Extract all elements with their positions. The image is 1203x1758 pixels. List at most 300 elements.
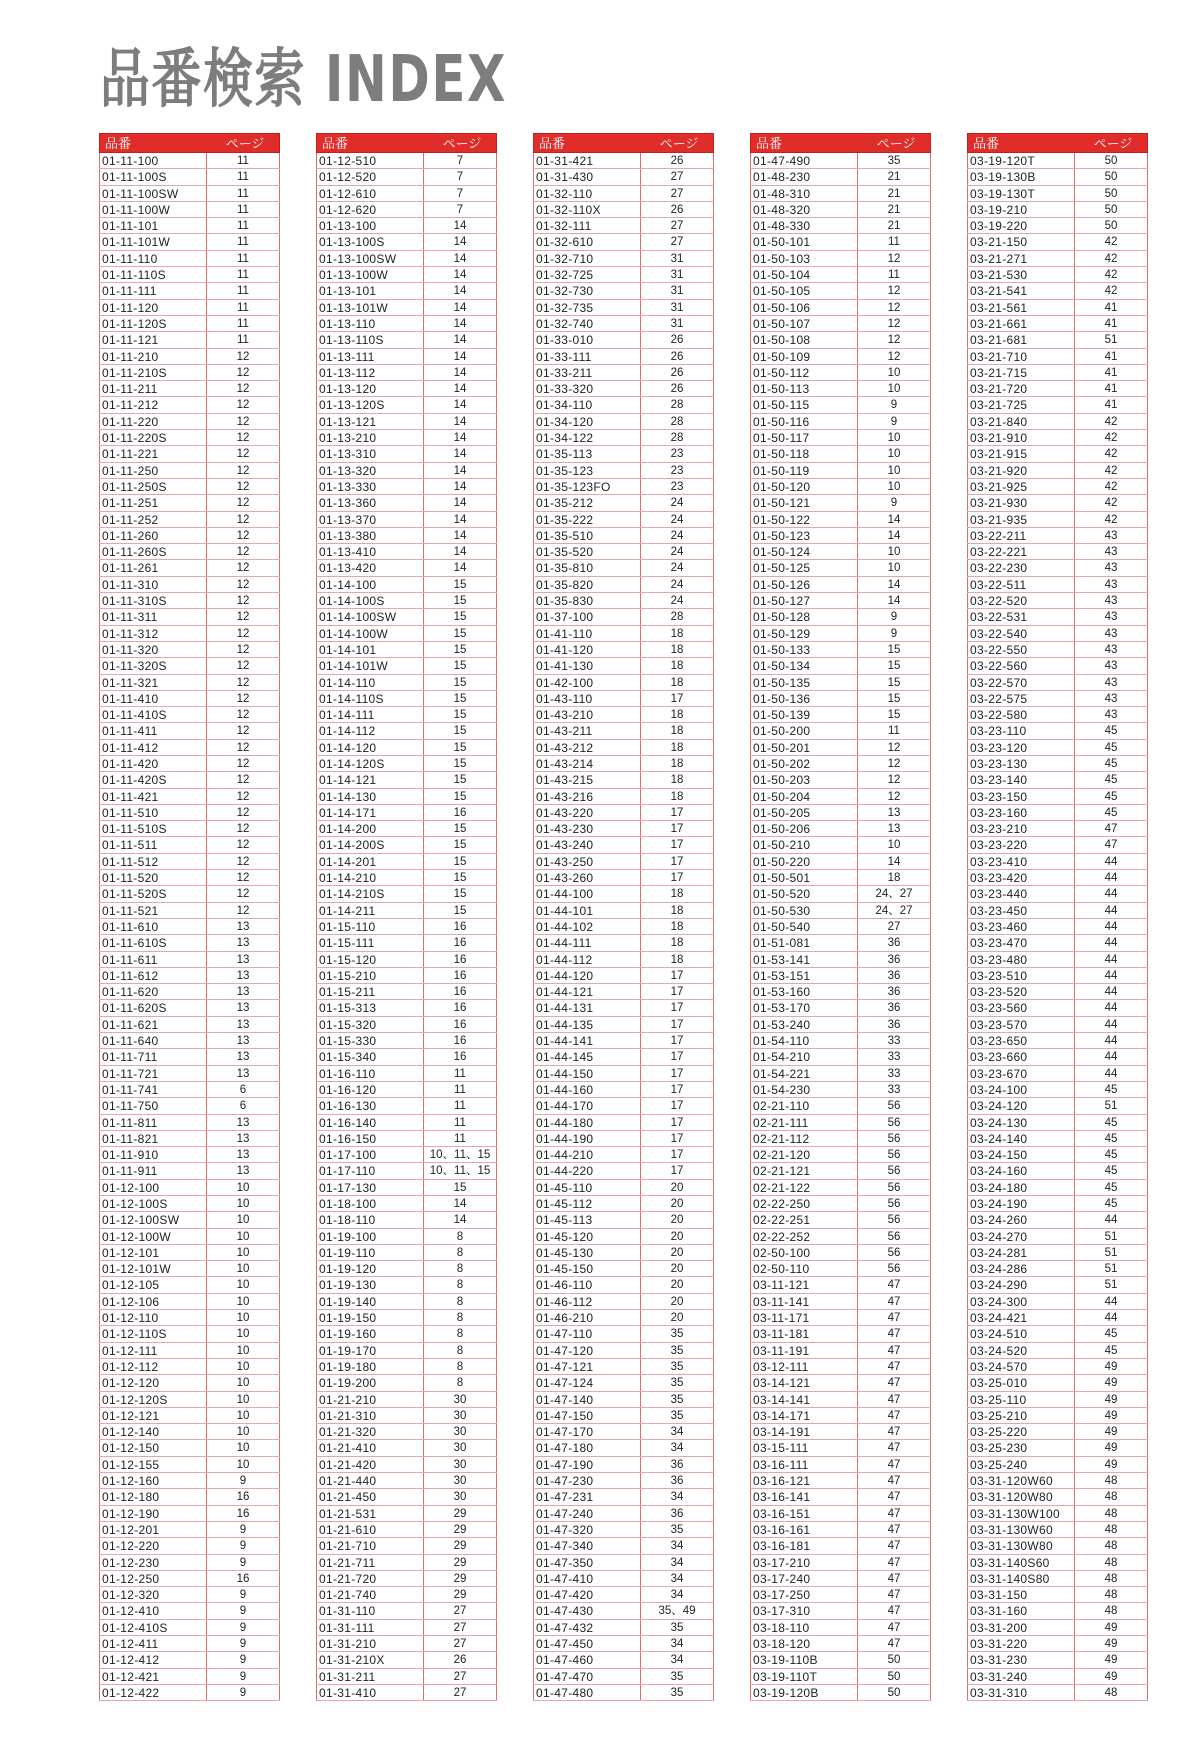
part-number: 01-11-312 — [99, 626, 206, 641]
part-number: 01-13-101 — [316, 283, 423, 298]
table-row — [316, 903, 497, 919]
table-row — [533, 479, 714, 495]
part-number: 03-16-141 — [750, 1489, 857, 1504]
table-row — [750, 1180, 931, 1196]
table-row — [967, 300, 1148, 316]
table-row — [750, 952, 931, 968]
table-row — [99, 1180, 280, 1196]
table-row — [99, 218, 280, 234]
page-number: 26 — [640, 365, 714, 380]
table-row — [533, 1229, 714, 1245]
table-row — [533, 886, 714, 902]
part-number: 03-31-120W80 — [967, 1489, 1074, 1504]
table-row — [99, 642, 280, 658]
part-number: 01-11-211 — [99, 381, 206, 396]
part-number: 01-44-131 — [533, 1000, 640, 1015]
part-number: 03-21-935 — [967, 512, 1074, 527]
table-row — [750, 1685, 931, 1701]
page-number: 47 — [857, 1603, 931, 1618]
part-number: 01-47-110 — [533, 1326, 640, 1341]
part-number: 01-11-510 — [99, 805, 206, 820]
page-number: 12 — [206, 691, 280, 706]
page-number: 43 — [1074, 626, 1148, 641]
table-row — [967, 837, 1148, 853]
table-row — [750, 675, 931, 691]
table-row — [967, 316, 1148, 332]
part-number: 02-21-122 — [750, 1180, 857, 1195]
page-number: 12 — [206, 789, 280, 804]
page-number: 18 — [640, 658, 714, 673]
table-row — [750, 1131, 931, 1147]
page-number: 44 — [1074, 1294, 1148, 1309]
page-number: 15 — [423, 837, 497, 852]
part-number: 01-11-611 — [99, 952, 206, 967]
table-row — [967, 1212, 1148, 1228]
part-number: 01-46-112 — [533, 1294, 640, 1309]
part-number: 01-50-133 — [750, 642, 857, 657]
part-number: 02-22-252 — [750, 1229, 857, 1244]
table-row — [967, 658, 1148, 674]
table-row — [533, 854, 714, 870]
part-number: 01-50-136 — [750, 691, 857, 706]
page-number: 27 — [423, 1603, 497, 1618]
table-row — [99, 821, 280, 837]
page-number: 20 — [640, 1310, 714, 1325]
part-number: 01-44-135 — [533, 1017, 640, 1032]
table-row — [316, 414, 497, 430]
table-row — [533, 1131, 714, 1147]
page-number: 12 — [206, 560, 280, 575]
page-header: ページ — [442, 136, 482, 151]
table-row — [99, 1082, 280, 1098]
page-number: 10 — [206, 1261, 280, 1276]
page-number: 41 — [1074, 300, 1148, 315]
part-number: 03-23-440 — [967, 886, 1074, 901]
part-number: 03-21-925 — [967, 479, 1074, 494]
table-row — [967, 202, 1148, 218]
table-row — [99, 756, 280, 772]
table-row — [750, 234, 931, 250]
table-row — [533, 1294, 714, 1310]
page-number: 10 — [206, 1294, 280, 1309]
page-number: 8 — [423, 1343, 497, 1358]
page-number: 12 — [206, 675, 280, 690]
page-number: 35 — [640, 1392, 714, 1407]
table-row — [99, 202, 280, 218]
page-number: 15 — [423, 1180, 497, 1195]
part-number: 01-11-120 — [99, 300, 206, 315]
page-number: 11 — [206, 202, 280, 217]
page-number: 18 — [640, 919, 714, 934]
part-number: 01-11-610 — [99, 919, 206, 934]
page-number: 12 — [206, 805, 280, 820]
part-number: 03-14-121 — [750, 1375, 857, 1390]
page-number: 11 — [423, 1115, 497, 1130]
table-row — [316, 1343, 497, 1359]
part-number: 03-23-140 — [967, 772, 1074, 787]
part-number: 01-47-240 — [533, 1506, 640, 1521]
table-row — [99, 463, 280, 479]
page-number: 35 — [640, 1685, 714, 1700]
table-row — [99, 886, 280, 902]
part-number: 01-47-190 — [533, 1457, 640, 1472]
part-number: 01-47-470 — [533, 1669, 640, 1684]
table-row — [316, 854, 497, 870]
table-row — [533, 349, 714, 365]
part-number: 03-24-140 — [967, 1131, 1074, 1146]
page-number: 24 — [640, 593, 714, 608]
table-row — [99, 430, 280, 446]
page-number: 50 — [1074, 169, 1148, 184]
part-number: 01-53-240 — [750, 1017, 857, 1032]
page-number: 8 — [423, 1359, 497, 1374]
page-number: 10 — [206, 1229, 280, 1244]
part-number: 03-22-570 — [967, 675, 1074, 690]
table-row — [99, 903, 280, 919]
part-number: 01-12-110S — [99, 1326, 206, 1341]
page-title: 品番検索 INDEX — [100, 43, 508, 117]
table-row — [533, 1440, 714, 1456]
part-number: 01-31-410 — [316, 1685, 423, 1700]
table-row — [750, 1343, 931, 1359]
page-number: 36 — [857, 935, 931, 950]
page-number: 24 — [640, 577, 714, 592]
table-row — [99, 1261, 280, 1277]
part-number: 03-25-010 — [967, 1375, 1074, 1390]
page-number: 47 — [857, 1375, 931, 1390]
table-row — [967, 1669, 1148, 1685]
table-row — [750, 935, 931, 951]
part-number: 03-11-171 — [750, 1310, 857, 1325]
table-row — [533, 1326, 714, 1342]
part-number: 03-31-220 — [967, 1636, 1074, 1651]
table-row — [750, 626, 931, 642]
table-row — [967, 544, 1148, 560]
table-row — [533, 1620, 714, 1636]
part-number: 01-11-100S — [99, 169, 206, 184]
table-row — [533, 153, 714, 169]
part-number: 01-11-250S — [99, 479, 206, 494]
page-number: 48 — [1074, 1538, 1148, 1553]
part-number: 01-21-440 — [316, 1473, 423, 1488]
page-number: 34 — [640, 1489, 714, 1504]
part-number: 01-34-120 — [533, 414, 640, 429]
page-number: 13 — [206, 1000, 280, 1015]
table-row — [967, 512, 1148, 528]
part-number-header: 品番 — [756, 136, 783, 151]
part-number: 01-35-113 — [533, 446, 640, 461]
table-row — [967, 1017, 1148, 1033]
page-number: 29 — [423, 1522, 497, 1537]
page-number: 44 — [1074, 1212, 1148, 1227]
part-number: 01-14-110S — [316, 691, 423, 706]
table-header — [533, 133, 714, 153]
table-row — [967, 968, 1148, 984]
table-row — [99, 1636, 280, 1652]
table-row — [967, 1587, 1148, 1603]
page-number: 47 — [857, 1408, 931, 1423]
part-number: 01-33-211 — [533, 365, 640, 380]
part-number: 02-21-120 — [750, 1147, 857, 1162]
part-number: 03-21-710 — [967, 349, 1074, 364]
table-row — [967, 1603, 1148, 1619]
part-number: 01-50-125 — [750, 560, 857, 575]
table-row — [316, 1131, 497, 1147]
table-row — [99, 1229, 280, 1245]
page-number: 48 — [1074, 1522, 1148, 1537]
table-row — [316, 1603, 497, 1619]
table-header — [967, 133, 1148, 153]
table-row — [316, 1506, 497, 1522]
page-number: 48 — [1074, 1555, 1148, 1570]
table-row — [533, 463, 714, 479]
part-number: 01-46-110 — [533, 1277, 640, 1292]
page-number: 47 — [857, 1489, 931, 1504]
page-number: 48 — [1074, 1685, 1148, 1700]
page-number: 15 — [423, 626, 497, 641]
part-number: 01-50-129 — [750, 626, 857, 641]
part-number: 01-50-124 — [750, 544, 857, 559]
part-number: 01-12-250 — [99, 1571, 206, 1586]
table-row — [99, 332, 280, 348]
table-row — [316, 723, 497, 739]
part-number: 01-13-410 — [316, 544, 423, 559]
table-row — [99, 1685, 280, 1701]
part-number: 03-17-240 — [750, 1571, 857, 1586]
part-number: 01-13-110 — [316, 316, 423, 331]
page-number: 12 — [206, 593, 280, 608]
table-row — [99, 560, 280, 576]
part-number: 03-19-110T — [750, 1669, 857, 1684]
part-number: 01-12-140 — [99, 1424, 206, 1439]
table-row — [99, 984, 280, 1000]
page-number: 12 — [857, 283, 931, 298]
table-row — [316, 984, 497, 1000]
page-number: 27 — [423, 1685, 497, 1700]
page-number: 13 — [206, 1049, 280, 1064]
part-number: 03-21-840 — [967, 414, 1074, 429]
part-number: 01-33-010 — [533, 332, 640, 347]
part-number: 03-24-300 — [967, 1294, 1074, 1309]
table-row — [967, 1538, 1148, 1554]
part-number: 01-11-721 — [99, 1066, 206, 1081]
part-number: 01-12-422 — [99, 1685, 206, 1700]
table-row — [316, 740, 497, 756]
table-row — [533, 381, 714, 397]
table-row — [533, 1408, 714, 1424]
table-row — [99, 169, 280, 185]
page-number: 56 — [857, 1229, 931, 1244]
page-number: 14 — [423, 267, 497, 282]
part-number: 01-12-180 — [99, 1489, 206, 1504]
page-number: 36 — [640, 1457, 714, 1472]
table-row — [967, 740, 1148, 756]
page-number: 11 — [206, 283, 280, 298]
table-row — [967, 1229, 1148, 1245]
part-number: 01-45-113 — [533, 1212, 640, 1227]
page-number: 44 — [1074, 1000, 1148, 1015]
part-number: 01-50-530 — [750, 903, 857, 918]
table-row — [750, 740, 931, 756]
part-number: 03-31-140S60 — [967, 1555, 1074, 1570]
table-row — [750, 1294, 931, 1310]
page-number: 18 — [857, 870, 931, 885]
part-number: 01-15-320 — [316, 1017, 423, 1032]
part-number: 01-19-180 — [316, 1359, 423, 1374]
part-number: 01-21-310 — [316, 1408, 423, 1423]
page-number: 47 — [857, 1326, 931, 1341]
part-number: 01-50-115 — [750, 397, 857, 412]
page-number: 31 — [640, 251, 714, 266]
page-number: 8 — [423, 1326, 497, 1341]
table-row — [533, 446, 714, 462]
page-number: 50 — [857, 1669, 931, 1684]
part-number: 01-41-120 — [533, 642, 640, 657]
table-row — [533, 642, 714, 658]
table-row — [316, 1538, 497, 1554]
part-number: 01-11-310 — [99, 577, 206, 592]
page-number: 44 — [1074, 968, 1148, 983]
page-number: 51 — [1074, 1277, 1148, 1292]
page-number: 15 — [423, 577, 497, 592]
table-row — [967, 772, 1148, 788]
part-number: 01-15-313 — [316, 1000, 423, 1015]
part-number: 01-19-150 — [316, 1310, 423, 1325]
table-header — [750, 133, 931, 153]
page-number: 9 — [206, 1685, 280, 1700]
table-row — [750, 414, 931, 430]
table-row — [99, 968, 280, 984]
page-number: 9 — [857, 609, 931, 624]
part-number: 01-14-100SW — [316, 609, 423, 624]
page-number: 10 — [206, 1310, 280, 1325]
page-number: 47 — [857, 1310, 931, 1325]
page-number: 42 — [1074, 446, 1148, 461]
table-row — [533, 1603, 714, 1619]
page-number: 56 — [857, 1261, 931, 1276]
part-number: 01-48-320 — [750, 202, 857, 217]
page-number: 14 — [423, 463, 497, 478]
table-row — [316, 1245, 497, 1261]
page-number: 26 — [640, 153, 714, 168]
table-row — [99, 789, 280, 805]
table-row — [750, 593, 931, 609]
part-number: 01-43-215 — [533, 772, 640, 787]
table-row — [316, 560, 497, 576]
part-number: 03-23-660 — [967, 1049, 1074, 1064]
table-row — [750, 479, 931, 495]
table-row — [967, 593, 1148, 609]
part-number: 01-12-120S — [99, 1392, 206, 1407]
part-number: 01-18-100 — [316, 1196, 423, 1211]
part-number: 03-21-681 — [967, 332, 1074, 347]
table-row — [750, 707, 931, 723]
part-number: 01-21-710 — [316, 1538, 423, 1553]
page-number: 51 — [1074, 1245, 1148, 1260]
page-number: 26 — [640, 332, 714, 347]
page-number: 14 — [423, 234, 497, 249]
table-row — [533, 1049, 714, 1065]
page-number: 45 — [1074, 1196, 1148, 1211]
table-row — [967, 495, 1148, 511]
table-row — [99, 1457, 280, 1473]
part-number: 01-14-201 — [316, 854, 423, 869]
page-number: 41 — [1074, 365, 1148, 380]
table-row — [99, 1375, 280, 1391]
table-row — [99, 1571, 280, 1587]
table-row — [967, 935, 1148, 951]
page-number: 11 — [206, 316, 280, 331]
table-row — [316, 365, 497, 381]
part-number: 01-53-151 — [750, 968, 857, 983]
part-number: 01-45-120 — [533, 1229, 640, 1244]
page-number: 16 — [423, 984, 497, 999]
page-number: 47 — [857, 1457, 931, 1472]
part-number: 03-21-150 — [967, 234, 1074, 249]
table-row — [967, 870, 1148, 886]
table-row — [316, 1000, 497, 1016]
page-number: 14 — [423, 414, 497, 429]
part-number: 03-22-540 — [967, 626, 1074, 641]
page-number: 17 — [640, 1131, 714, 1146]
page-number: 28 — [640, 414, 714, 429]
table-row — [967, 1343, 1148, 1359]
part-number: 01-13-121 — [316, 414, 423, 429]
part-number: 01-12-112 — [99, 1359, 206, 1374]
page-number: 6 — [206, 1098, 280, 1113]
table-row — [750, 1473, 931, 1489]
part-number: 01-11-250 — [99, 463, 206, 478]
page-number: 42 — [1074, 463, 1148, 478]
table-row — [316, 772, 497, 788]
table-body — [316, 153, 497, 1701]
table-row — [967, 919, 1148, 935]
part-number: 01-11-750 — [99, 1098, 206, 1113]
part-number: 01-44-220 — [533, 1163, 640, 1178]
part-number: 01-50-202 — [750, 756, 857, 771]
part-number: 03-22-580 — [967, 707, 1074, 722]
part-number: 01-16-140 — [316, 1115, 423, 1130]
page-number: 56 — [857, 1196, 931, 1211]
page-number: 12 — [857, 251, 931, 266]
page-number: 18 — [640, 903, 714, 918]
table-row — [316, 626, 497, 642]
part-number: 01-11-220 — [99, 414, 206, 429]
page-number: 35 — [640, 1669, 714, 1684]
page-number: 31 — [640, 300, 714, 315]
table-row — [99, 544, 280, 560]
page-number: 17 — [640, 1147, 714, 1162]
table-row — [533, 1017, 714, 1033]
page-number: 10 — [206, 1196, 280, 1211]
table-row — [316, 430, 497, 446]
page-number: 17 — [640, 1082, 714, 1097]
table-row — [533, 1163, 714, 1179]
table-row — [967, 1131, 1148, 1147]
table-row — [533, 1212, 714, 1228]
page-number: 17 — [640, 984, 714, 999]
part-number: 03-24-281 — [967, 1245, 1074, 1260]
table-row — [967, 1261, 1148, 1277]
table-row — [316, 593, 497, 609]
page-number: 45 — [1074, 740, 1148, 755]
page-number: 48 — [1074, 1587, 1148, 1602]
table-row — [533, 169, 714, 185]
table-row — [750, 1669, 931, 1685]
table-row — [750, 1245, 931, 1261]
part-number-header: 品番 — [105, 136, 132, 151]
page-number: 56 — [857, 1131, 931, 1146]
